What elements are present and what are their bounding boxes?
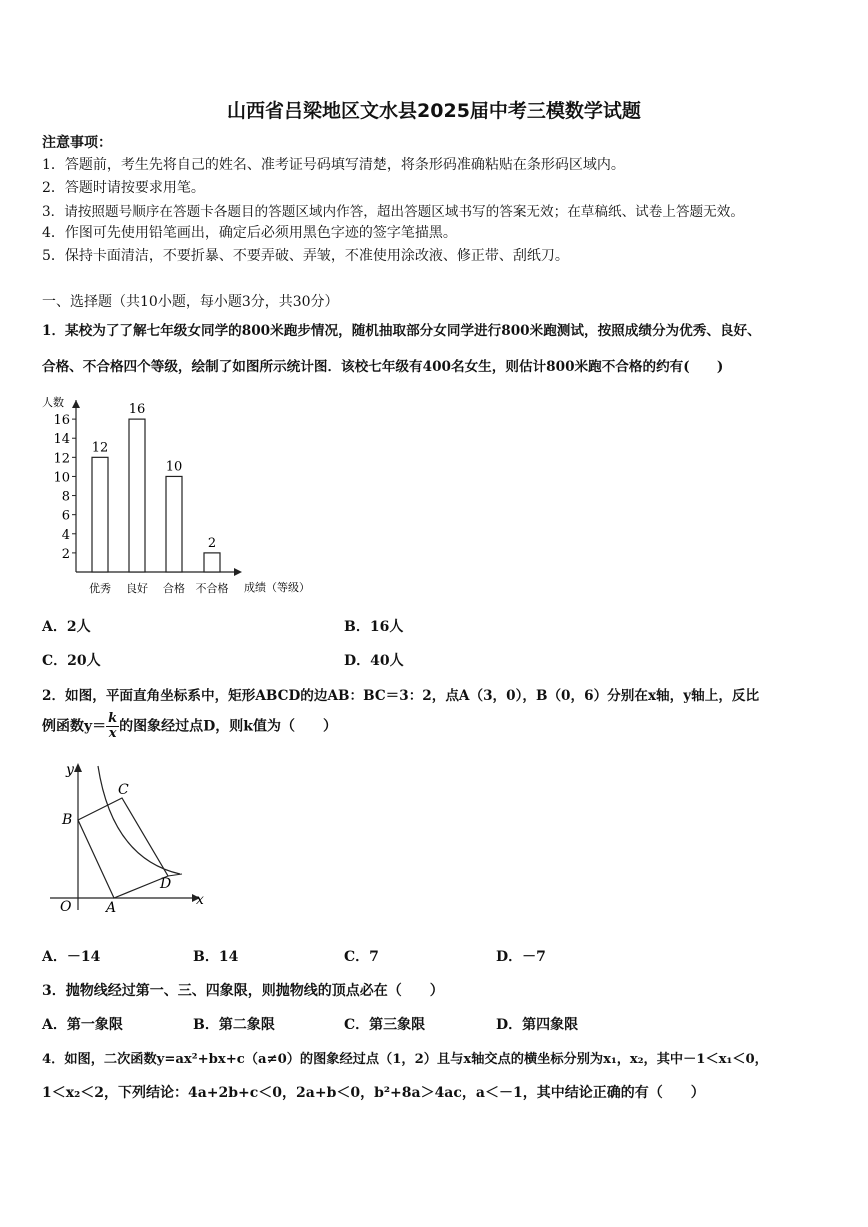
- fraction-numerator: k: [108, 711, 118, 726]
- bar-value-label: 10: [165, 459, 183, 475]
- q1-bar-chart: [40, 392, 330, 602]
- label-x: x: [196, 892, 204, 908]
- q1-option-b[interactable]: B．16人: [344, 619, 404, 635]
- label-d: D: [160, 876, 172, 892]
- y-tick-label: 14: [53, 432, 70, 448]
- y-tick-label: 12: [53, 451, 70, 467]
- q3-text: 3．抛物线经过第一、三、四象限，则抛物线的顶点必在（ ）: [42, 983, 444, 999]
- label-a: A: [106, 900, 117, 916]
- bar-2: [129, 419, 145, 572]
- q2-option-c[interactable]: C．7: [344, 949, 379, 965]
- section-heading: 一、选择题（共10小题，每小题3分，共30分）: [42, 294, 339, 310]
- label-c: C: [118, 782, 129, 798]
- y-tick-label: 10: [53, 470, 70, 486]
- q3-option-c[interactable]: C．第三象限: [344, 1017, 426, 1033]
- bar-value-label: 12: [91, 440, 109, 456]
- bar-1: [92, 457, 108, 572]
- y-tick-label: 2: [61, 546, 70, 562]
- fraction-k-over-x: [106, 712, 119, 741]
- bar-value-label: 16: [128, 402, 146, 418]
- q2-option-b[interactable]: B．14: [193, 949, 239, 965]
- q1-option-c[interactable]: C．20人: [42, 653, 101, 669]
- notice-item-2: 2．答题时请按要求用笔。: [42, 180, 205, 196]
- q3-option-d[interactable]: D．第四象限: [496, 1017, 579, 1033]
- rectangle-abcd: [78, 798, 168, 898]
- q2-text-line2: [42, 712, 337, 741]
- bar-value-label: 2: [207, 535, 217, 551]
- x-axis-label: 成绩（等级）: [244, 581, 310, 594]
- x-tick-label: 不合格: [195, 582, 229, 595]
- y-axis-label: 人数: [42, 396, 64, 409]
- bar-3: [166, 476, 182, 572]
- label-y: y: [66, 762, 74, 778]
- x-axis-arrow: [234, 568, 242, 576]
- notice-item-1: 1．答题前，考生先将自己的姓名、准考证号码填写清楚，将条形码准确粘贴在条形码区域内。: [42, 157, 625, 173]
- notice-item-5: 5．保持卡面清洁，不要折暴、不要弄破、弄皱，不准使用涂改液、修正带、刮纸刀。: [42, 248, 569, 264]
- q1-option-a[interactable]: A．2人: [42, 619, 91, 635]
- q2-text-line2-prefix: 例函数y＝: [42, 718, 107, 735]
- y-tick-label: 8: [61, 489, 70, 505]
- q4-text-line1: 4．如图，二次函数y=ax²+bx+c（a≠0）的图象经过点（1，2）且与x轴交点的横坐标分别为x₁，x₂，其中－1＜x₁＜0，: [42, 1052, 768, 1067]
- q2-text-line1: 2．如图，平面直角坐标系中，矩形ABCD的边AB：BC＝3：2，点A（3，0），B（0，6）分别在x轴，y轴上，反比: [42, 688, 760, 704]
- q3-option-a[interactable]: A．第一象限: [42, 1017, 123, 1033]
- hyperbola-curve: [98, 766, 180, 874]
- bar-4: [204, 553, 220, 572]
- q2-text-line2-suffix: 的图象经过点D，则k值为（ ）: [119, 718, 337, 735]
- y-tick-label: 6: [61, 508, 70, 524]
- q1-text-line1: 1．某校为了了解七年级女同学的800米跑步情况，随机抽取部分女同学进行800米跑测试，按照成绩分为优秀、良好、: [42, 323, 761, 339]
- x-tick-label: 合格: [163, 582, 185, 595]
- q1-text-line2: 合格、不合格四个等级，绘制了如图所示统计图．该校七年级有400名女生，则估计800米跑不合格的约有( ): [42, 359, 724, 375]
- q3-option-b[interactable]: B．第二象限: [193, 1017, 275, 1033]
- q1-option-d[interactable]: D．40人: [344, 653, 404, 669]
- q2-figure: [40, 758, 210, 918]
- label-b: B: [62, 812, 73, 828]
- q2-option-a[interactable]: A．－14: [42, 949, 101, 965]
- y-axis-arrow: [74, 763, 82, 772]
- label-o: O: [60, 899, 72, 915]
- q2-option-d[interactable]: D．－7: [496, 949, 546, 965]
- notice-heading: 注意事项：: [42, 135, 112, 151]
- q4-text-line2: 1＜x₂＜2，下列结论：4a+2b+c＜0，2a+b＜0，b²+8a＞4ac，a＜－1，其中结论正确的有（ ）: [42, 1085, 705, 1101]
- x-tick-label: 良好: [126, 582, 148, 595]
- x-tick-label: 优秀: [89, 582, 111, 595]
- page-title: 山西省吕梁地区文水县2025届中考三模数学试题: [227, 100, 641, 122]
- y-axis-arrow: [72, 400, 80, 408]
- y-tick-label: 16: [53, 413, 70, 429]
- fraction-denominator: x: [108, 726, 117, 741]
- y-tick-label: 4: [61, 527, 70, 543]
- notice-item-4: 4．作图可先使用铅笔画出，确定后必须用黑色字迹的签字笔描黑。: [42, 225, 457, 241]
- notice-item-3: 3．请按照题号顺序在答题卡各题目的答题区域内作答，超出答题区域书写的答案无效；在草稿纸、试卷上答题无效。: [42, 204, 744, 220]
